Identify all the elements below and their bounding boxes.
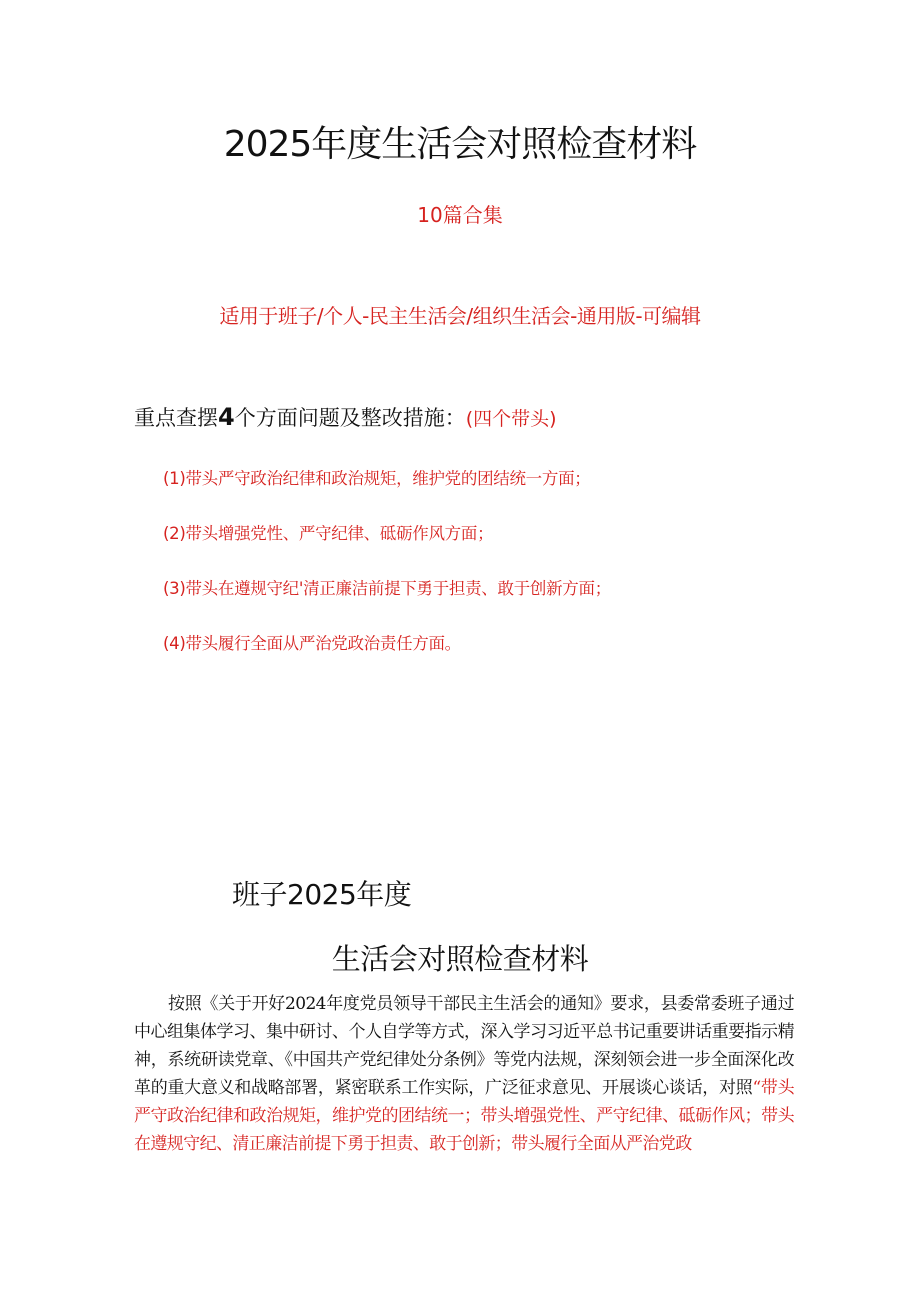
focus-prefix: 重点查摆 xyxy=(134,406,218,430)
focus-suffix: 个方面问题及整改措施： xyxy=(234,406,466,430)
focus-tag: (四个带头) xyxy=(465,408,557,430)
list-item: (3)带头在遵规守纪'清正廉洁前提下勇于担责、敢于创新方面； xyxy=(163,579,611,598)
section-title-line1: 班子2025年度 xyxy=(232,878,412,911)
scope-line: 适用于班子/个人-民主生活会/组织生活会-通用版-可编辑 xyxy=(219,304,701,328)
list-item: (1)带头严守政治纪律和政治规矩，维护党的团结统一方面； xyxy=(163,469,591,488)
document-subtitle: 10篇合集 xyxy=(417,203,503,227)
body-paragraph xyxy=(134,990,794,1158)
document-title: 2025年度生活会对照检查材料 xyxy=(223,124,697,165)
focus-heading xyxy=(134,402,557,432)
focus-count: 4 xyxy=(218,403,235,431)
list-item: (4)带头履行全面从严治党政治责任方面。 xyxy=(163,634,461,653)
section-title-line2: 生活会对照检查材料 xyxy=(331,942,589,976)
list-item: (2)带头增强党性、严守纪律、砥砺作风方面； xyxy=(163,524,494,543)
paragraph-highlight: “带头严守政治纪律和政治规矩，维护党的团结统一；带头增强党性、严守纪律、砥砺作风；带头在遵规守纪、清正廉洁前提下勇于担责、敢于创新；带头履行全面从严治党政 xyxy=(134,1078,794,1154)
paragraph-text: 按照《关于开好2024年度党员领导干部民主生活会的通知》要求，县委常委班子通过中心组集体学习、集中研讨、个人自学等方式，深入学习习近平总书记重要讲话重要指示精神，系统研读党章、《中国共产党纪律处分条例》等党内法规，深刻领会进一步全面深化改革的重大意义和战略部署，紧密联系工作实际，广泛征求意见、开展谈心谈话，对照 xyxy=(134,994,794,1098)
